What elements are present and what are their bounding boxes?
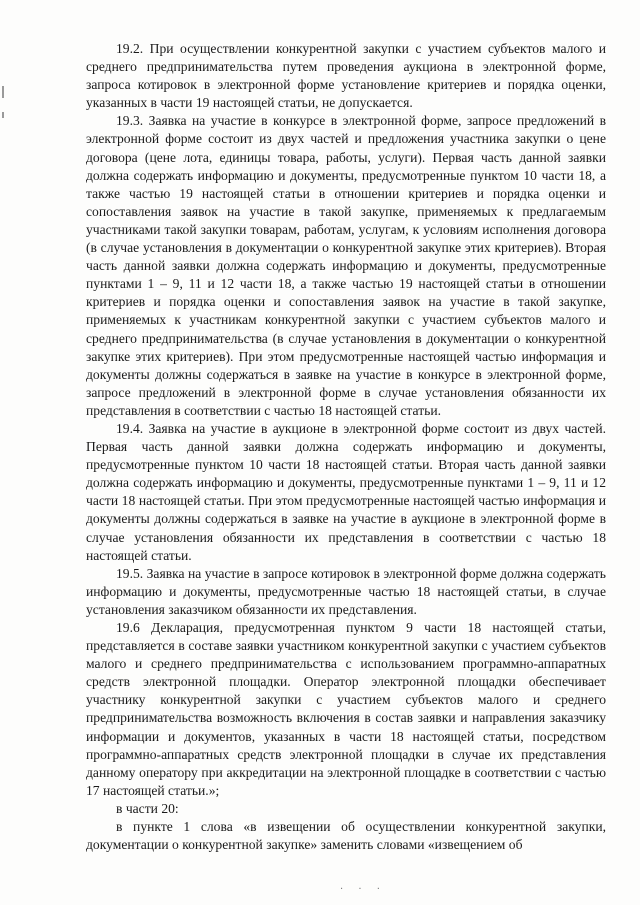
paragraph-19-2: 19.2. При осуществлении конкурентной закупки с участием субъектов малого и среднего предпринимательства путем проведения аукциона в электронной форме, запроса котировок в электронной форме установление критериев и порядка оценки, указанных в части 19 настоящей статьи, не допускается. xyxy=(86,41,606,111)
scan-noise: · · · xyxy=(340,884,386,895)
document-body xyxy=(86,40,606,854)
paragraph-point-1: в пункте 1 слова «в извещении об осуществлении конкурентной закупки, документации о конкурентной закупке» заменить словами «извещением об xyxy=(86,819,606,853)
paragraph-19-6: 19.6 Декларация, предусмотренная пунктом 9 части 18 настоящей статьи, представляется в составе заявки участником конкурентной закупки с участием субъектов малого и среднего предпринимательства с использованием программно-аппаратных средств электронной площадки. Оператор электронной площадки обеспечивает участнику конкурентной закупки с участием субъектов малого и среднего предпринимательства возможность включения в состав заявки и направления заказчику информации и документов, указанных в части 18 настоящей статьи, посредством программно-аппаратных средств электронной площадки в случае их представления данному оператору при аккредитации на электронной площадке в соответствии с частью 17 настоящей статьи.»; xyxy=(86,620,606,798)
scan-artifact xyxy=(2,86,4,98)
scan-artifact xyxy=(2,112,4,118)
paragraph-19-3: 19.3. Заявка на участие в конкурсе в электронной форме, запросе предложений в электронной форме состоит из двух частей и предложения участника закупки о цене договора (цене лота, единицы товара, работы, услуги). Первая часть данной заявки должна содержать информацию и документы, предусмотренные пунктом 10 части 18, а также частью 19 настоящей статьи в отношении критериев и порядка оценки и сопоставления заявок на участие в такой закупке, применяемых к предлагаемым участниками такой закупки товарам, работам, услугам, к условиям исполнения договора (в случае установления в документации о конкурентной закупке этих критериев). Вторая часть данной заявки должна содержать информацию и документы, предусмотренные пунктами 1 – 9, 11 и 12 части 18, а также частью 19 настоящей статьи в отношении критериев и порядка оценки и сопоставления заявок на участие в такой закупке, применяемых к участникам конкурентной закупки с участием субъектов малого и среднего предпринимательства (в случае установления в документации о конкурентной закупке этих критериев). При этом предусмотренные настоящей частью информация и документы должны содержаться в заявке на участие в конкурсе в электронной форме, запросе предложений в электронной форме в случае установления обязанности их представления в соответствии с частью 18 настоящей статьи. xyxy=(86,113,606,418)
paragraph-19-5: 19.5. Заявка на участие в запросе котировок в электронной форме должна содержать информацию и документы, предусмотренные частью 18 настоящей статьи, в случае установления заказчиком обязанности их представления. xyxy=(86,565,606,617)
paragraph-part-20: в части 20: xyxy=(116,800,179,816)
paragraph-19-4: 19.4. Заявка на участие в аукционе в электронной форме состоит из двух частей. Первая часть данной заявки должна содержать информацию и документы, предусмотренные пунктом 10 части 18 настоящей статьи. Вторая часть данной заявки должна содержать информацию и документы, предусмотренные пунктами 1 – 9, 11 и 12 части 18 настоящей статьи. При этом предусмотренные настоящей частью информация и документы должны содержаться в заявке на участие в аукционе в электронной форме в случае установления обязанности их представления в соответствии с частью 18 настоящей статьи. xyxy=(86,420,606,563)
